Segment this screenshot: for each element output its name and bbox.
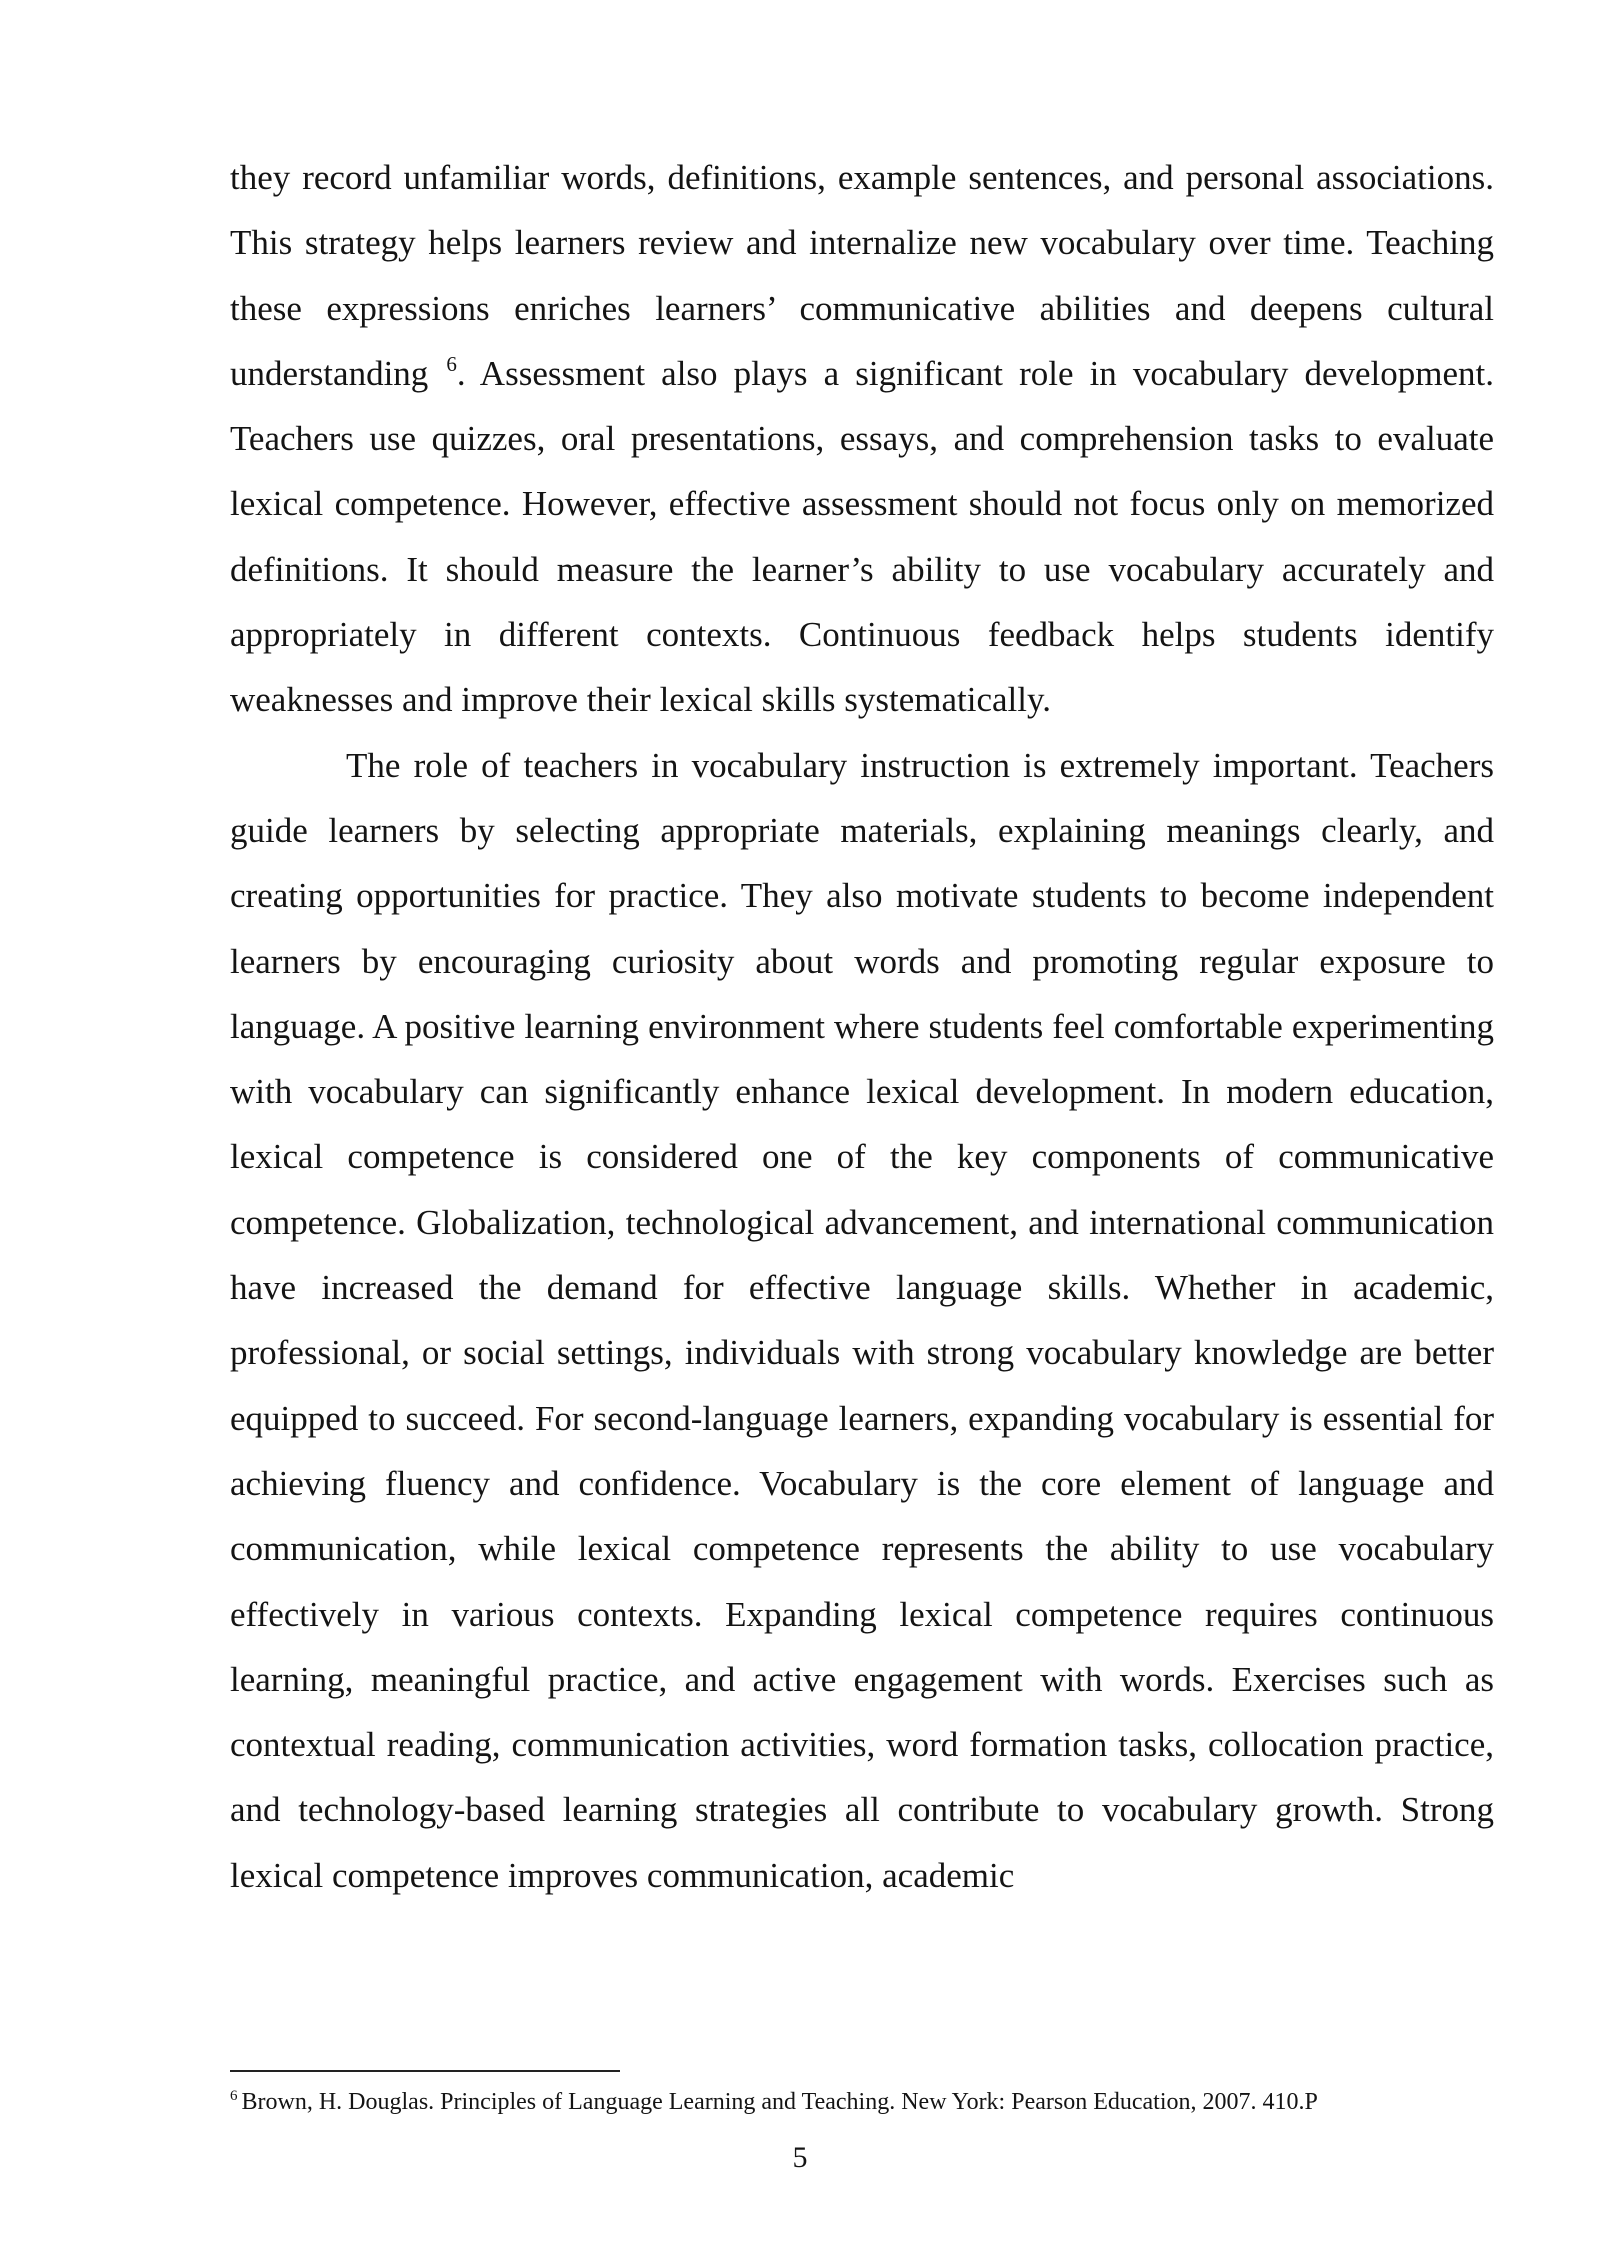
footnote-text: Brown, H. Douglas. Principles of Language Learning and Teaching. New York: Pearson Education, 2007. 410.P (241, 2089, 1318, 2115)
paragraph-2: The role of teachers in vocabulary instruction is extremely important. Teachers guide learners by selecting appropriate materials, explaining meanings clearly, and creating opportunities for practice. They also motivate students to become independent learners by encouraging curiosity about words and promoting regular exposure to language. A positive learning environment where students feel comfortable experimenting with vocabulary can significantly enhance lexical development. In modern education, lexical competence is considered one of the key components of communicative competence. Globalization, technological advancement, and international communication have increased the demand for effective language skills. Whether in academic, professional, or social settings, individuals with strong vocabulary knowledge are better equipped to succeed. For second-language learners, expanding vocabulary is essential for achieving fluency and confidence. Vocabulary is the core element of language and communication, while lexical competence represents the ability to use vocabulary effectively in various contexts. Expanding lexical competence requires continuous learning, meaningful practice, and active engagement with words. Exercises such as contextual reading, communication activities, word formation tasks, collocation practice, and technology-based learning strategies all contribute to vocabulary growth. Strong lexical competence improves communication, academic (230, 745, 1494, 1895)
footnote-reference[interactable]: 6 (446, 351, 457, 376)
paragraph-1 (230, 145, 1494, 733)
body-text (230, 145, 1494, 1908)
footnote-separator (230, 2070, 620, 2072)
page-number: 5 (792, 2141, 808, 2174)
footnote-marker: 6 (230, 2088, 238, 2104)
paragraph-1-text-after-ref: . Assessment also plays a significant role in vocabulary development. Teachers use quizzes, oral presentations, essays, and comprehension tasks to evaluate lexical competence. However, effective assessment should not focus only on memorized definitions. It should measure the learner’s ability to use vocabulary accurately and appropriately in different contexts. Continuous feedback helps students identify weaknesses and improve their lexical skills systematically. (230, 353, 1494, 720)
footnote (230, 2086, 1530, 2121)
paragraph-1-text-before-ref: they record unfamiliar words, definitions, example sentences, and personal associations. This strategy helps learners review and internalize new vocabulary over time. Teaching these expressions enriches learners’ communicative abilities and deepens cultural understanding (230, 158, 1494, 393)
